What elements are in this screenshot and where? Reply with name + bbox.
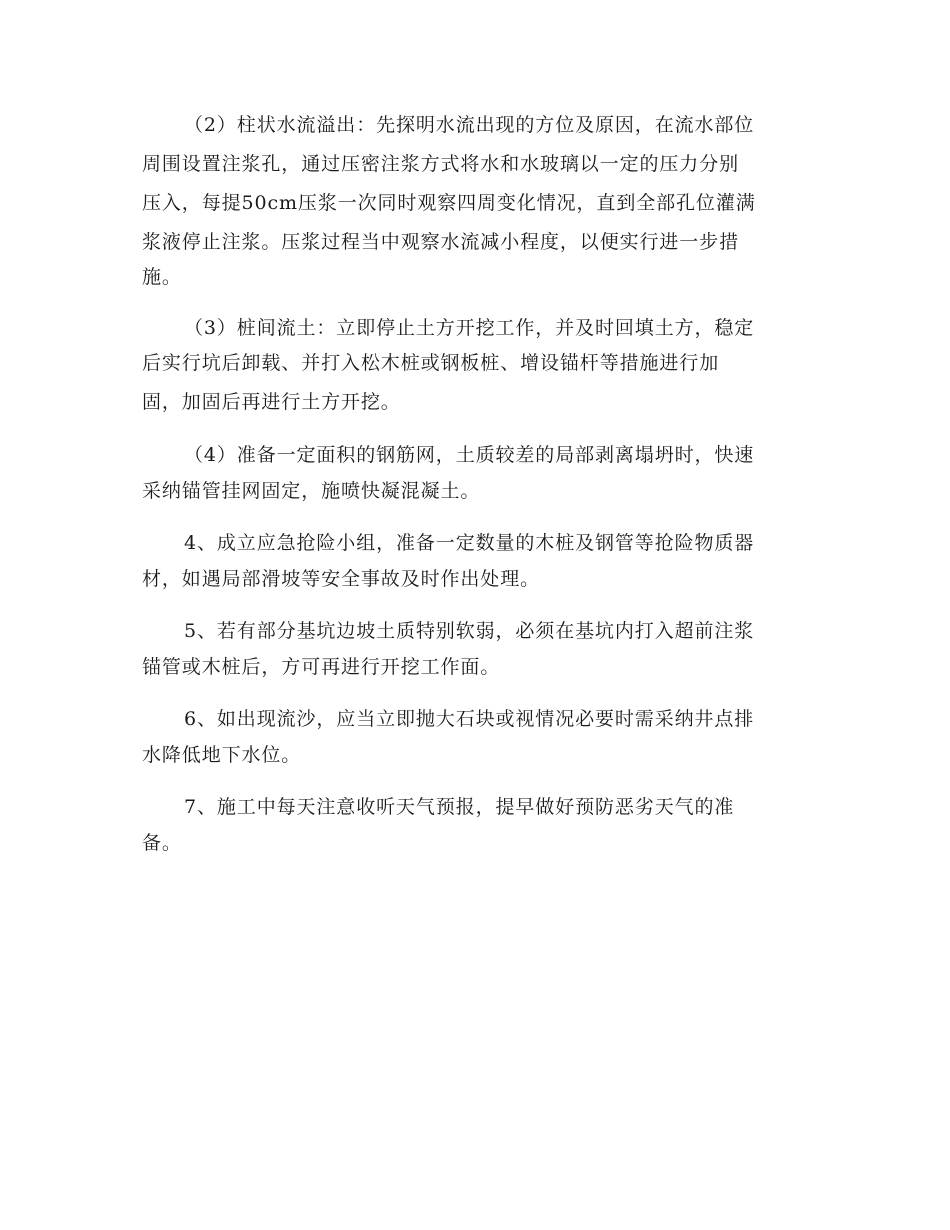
paragraph-line: （4）准备一定面积的钢筋网，土质较差的局部剥离塌坍时，快速 [184,444,755,466]
paragraph-line: 7、施工中每天注意收听天气预报，提早做好预防恶劣天气的准 [184,796,735,818]
paragraph-line: 施。 [142,266,182,288]
paragraph-line: 4、成立应急抢险小组，准备一定数量的木桩及钢管等抢险物质器 [184,532,755,554]
paragraph-line: （2）柱状水流溢出：先探明水流出现的方位及原因，在流水部位 [184,114,755,136]
paragraph-line: 水降低地下水位。 [142,744,302,766]
paragraph-line: 5、若有部分基坑边坡土质特别软弱，必须在基坑内打入超前注浆 [184,620,755,642]
paragraph-line: 周围设置注浆孔，通过压密注浆方式将水和水玻璃以一定的压力分别 [142,153,740,175]
paragraph-line: 材，如遇局部滑坡等安全事故及时作出处理。 [142,568,541,590]
paragraph-line: 浆液停止注浆。压浆过程当中观察水流减小程度，以便实行进一步措 [142,231,740,253]
paragraph-line: 6、如出现流沙，应当立即抛大石块或视情况必要时需采纳井点排 [184,708,755,730]
paragraph-line: 采纳锚管挂网固定，施喷快凝混凝土。 [142,480,481,502]
paragraph-line: 压入，每提50cm压浆一次同时观察四周变化情况，直到全部孔位灌满 [142,192,756,214]
paragraph-line: 备。 [142,832,182,854]
paragraph-line: 后实行坑后卸载、并打入松木桩或钢板桩、增设锚杆等措施进行加 [142,352,720,374]
paragraph-line: 锚管或木桩后，方可再进行开挖工作面。 [142,656,501,678]
paragraph-line: （3）桩间流土：立即停止土方开挖工作，并及时回填土方，稳定 [184,317,755,339]
paragraph-line: 固，加固后再进行土方开挖。 [142,391,401,413]
